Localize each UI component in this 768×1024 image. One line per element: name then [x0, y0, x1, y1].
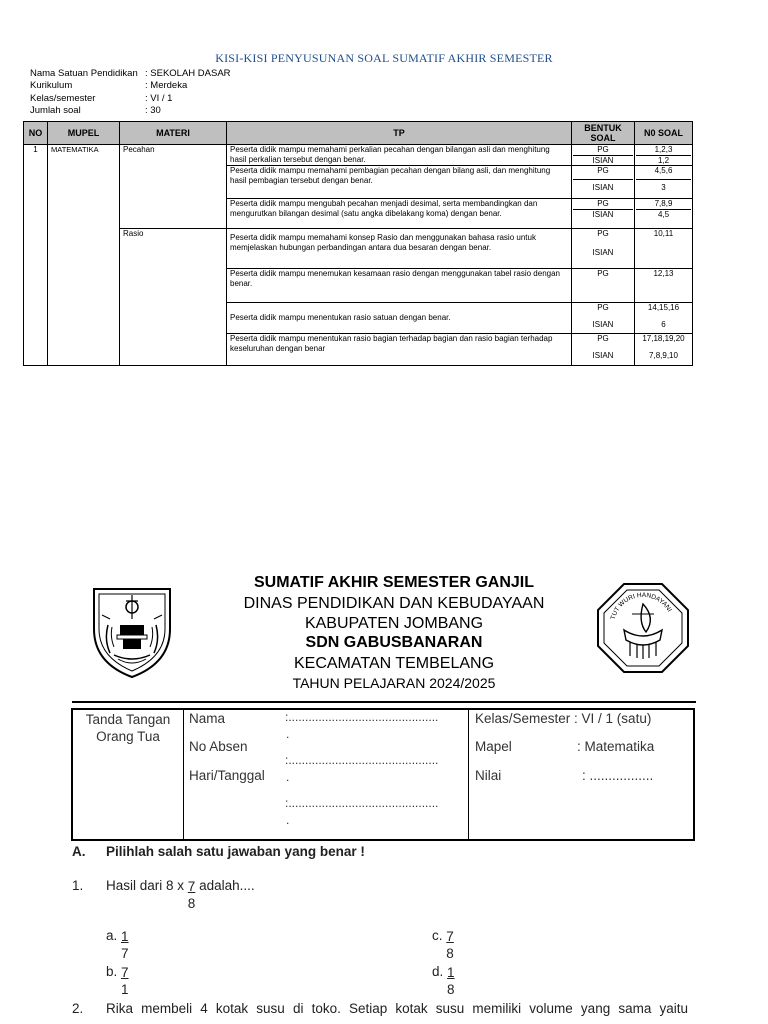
meta-row — [30, 105, 231, 117]
hari-tanggal-label: Hari/Tanggal — [189, 768, 265, 783]
cell-nosoal — [635, 334, 693, 366]
cell-tp: Peserta didik mampu menentukan rasio satuan dengan benar. — [227, 303, 572, 334]
question-text: Hasil dari 8 x — [106, 878, 185, 893]
section-a-instruction: Pilihlah salah satu jawaban yang benar ! — [106, 844, 365, 859]
bentuk-pg: PG — [597, 229, 609, 239]
exam-kabupaten: KABUPATEN JOMBANG — [304, 615, 484, 632]
col-header-nosoal: N0 SOAL — [635, 122, 693, 145]
fraction — [121, 928, 129, 962]
fraction-denominator: 8 — [446, 946, 454, 961]
meta-value: : 30 — [145, 104, 161, 116]
table-header-row — [24, 122, 693, 145]
fraction-denominator: 1 — [121, 982, 129, 997]
col-header-tp: TP — [227, 122, 572, 145]
box-divider — [183, 710, 184, 839]
kisi-table — [23, 121, 693, 366]
cell-tp: Peserta didik mampu memahami perkalian pecahan dengan bilangan asli dan menghitung hasil perkalian tersebut dengan benar. — [227, 145, 572, 166]
bentuk-pg: PG — [597, 269, 609, 279]
col-header-no: NO — [24, 122, 48, 145]
cell-materi: Pecahan — [120, 145, 227, 229]
option-b[interactable] — [106, 964, 129, 998]
question-number: 1. — [72, 878, 84, 893]
bentuk-isian: ISIAN — [592, 350, 614, 360]
fraction-numerator: 7 — [121, 965, 129, 980]
cell-tp: Peserta didik mampu memahami konsep Rasio dan menggunakan bahasa rasio untuk memjelaskan hubungan perbandingan antara dua besaran dengan benar. — [227, 229, 572, 269]
meta-label: Jumlah soal — [30, 104, 81, 116]
option-label: d. — [432, 964, 444, 979]
dot: . — [286, 813, 290, 827]
cell-bentuk — [572, 334, 635, 366]
box-divider — [468, 710, 469, 839]
nosoal-pg: 14,15,16 — [647, 303, 680, 313]
bentuk-pg: PG — [573, 199, 633, 210]
meta-label: Nama Satuan Pendidikan — [30, 68, 138, 79]
no-absen-label: No Absen — [189, 739, 248, 754]
kisi-meta — [30, 68, 231, 117]
table-row — [24, 229, 693, 269]
mapel-value: : Matematika — [577, 739, 655, 754]
nama-field[interactable]: :............................................. — [285, 710, 439, 724]
bentuk-isian: ISIAN — [592, 155, 614, 165]
meta-row — [30, 80, 231, 92]
fraction-denominator: 7 — [121, 946, 129, 961]
kisi-title: KISI-KISI PENYUSUNAN SOAL SUMATIF AKHIR SEMESTER — [215, 51, 553, 65]
cell-bentuk — [572, 199, 635, 229]
dot: . — [286, 727, 290, 741]
cell-bentuk — [572, 166, 635, 199]
fraction — [446, 928, 454, 962]
hari-tanggal-field[interactable]: :............................................. — [285, 796, 439, 810]
bentuk-isian: ISIAN — [592, 247, 614, 257]
col-header-bentuk: BENTUK SOAL — [572, 122, 635, 145]
exam-year: TAHUN PELAJARAN 2024/2025 — [292, 675, 496, 691]
signature-line: Tanda Tangan — [85, 712, 171, 727]
cell-tp: Peserta didik mampu memahami pembagian pecahan dengan bilang asli, dan menghitung hasil pembagian tersebut dengan benar. — [227, 166, 572, 199]
nama-label: Nama — [189, 711, 226, 726]
meta-label: Kurikulum — [30, 80, 73, 92]
bentuk-pg: PG — [573, 166, 633, 180]
nosoal-pg: 1,2,3 — [636, 145, 691, 156]
fraction-numerator: 1 — [447, 965, 455, 980]
question-number: 2. — [72, 1001, 84, 1016]
col-header-materi: MATERI — [120, 122, 227, 145]
nosoal-isian: 1,2 — [657, 155, 670, 165]
option-a[interactable] — [106, 928, 129, 962]
mapel-label: Mapel — [475, 739, 512, 754]
bentuk-pg: PG — [597, 334, 609, 344]
section-a-letter: A. — [72, 844, 86, 859]
student-info-box — [71, 708, 695, 841]
no-absen-field[interactable]: :............................................. — [285, 753, 439, 767]
cell-bentuk — [572, 229, 635, 269]
fraction — [447, 964, 455, 998]
cell-bentuk — [572, 303, 635, 334]
logo-motto-text: TUT WURI HANDAYANI — [609, 591, 673, 621]
cell-bentuk — [572, 145, 635, 166]
bentuk-pg: PG — [597, 303, 609, 313]
question-1 — [106, 878, 255, 912]
cell-nosoal — [635, 199, 693, 229]
cell-nosoal — [635, 269, 693, 303]
nosoal-isian: 3 — [661, 183, 666, 193]
nilai-label: Nilai — [475, 768, 502, 783]
meta-value: : SEKOLAH DASAR — [145, 68, 231, 79]
nosoal-pg: 17,18,19,20 — [642, 334, 685, 344]
table-row — [24, 145, 693, 166]
meta-label: Kelas/semester — [30, 92, 96, 104]
nosoal-isian: 4,5 — [657, 209, 670, 219]
cell-no: 1 — [24, 145, 48, 366]
meta-row — [30, 68, 231, 80]
option-label: b. — [106, 964, 118, 979]
nosoal-pg: 4,5,6 — [636, 166, 691, 180]
cell-nosoal — [635, 145, 693, 166]
fraction-numerator: 7 — [187, 879, 196, 894]
nosoal-isian: 7,8,9,10 — [649, 350, 678, 360]
cell-tp: Peserta didik mampu mengubah pecahan menjadi desimal, serta membandingkan dan mengurutkan bilangan desimal (satu angka dibelakang koma) dengan benar. — [227, 199, 572, 229]
exam-dinas: DINAS PENDIDIKAN DAN KEBUDAYAAN — [243, 595, 545, 612]
exam-kecamatan: KECAMATAN TEMBELANG — [293, 655, 495, 672]
header-divider — [72, 701, 696, 703]
cell-nosoal — [635, 229, 693, 269]
bentuk-pg: PG — [573, 145, 633, 156]
exam-title: SUMATIF AKHIR SEMESTER GANJIL — [253, 574, 534, 591]
cell-nosoal — [635, 166, 693, 199]
cell-tp: Peserta didik mampu menentukan rasio bagian terhadap bagian dan rasio bagian terhadap keseluruhan dengan benar — [227, 334, 572, 366]
option-label: a. — [106, 928, 118, 943]
question-2-text: Rika membeli 4 kotak susu di toko. Setiap kotak susu memiliki volume yang sama yaitu — [106, 1001, 688, 1016]
option-d[interactable] — [432, 964, 455, 998]
fraction-numerator: 7 — [446, 929, 454, 944]
option-label: c. — [432, 928, 443, 943]
nilai-field[interactable]: : ................. — [582, 768, 654, 783]
nosoal-pg: 12,13 — [653, 269, 674, 279]
meta-value: : Merdeka — [145, 80, 188, 92]
nosoal-pg: 10,11 — [653, 229, 674, 239]
meta-value: : VI / 1 — [145, 92, 173, 104]
parent-signature-label — [73, 711, 183, 745]
cell-mupel: MATEMATIKA — [48, 145, 120, 366]
nosoal-pg: 7,8,9 — [636, 199, 691, 210]
col-header-mupel: MUPEL — [48, 122, 120, 145]
cell-bentuk — [572, 269, 635, 303]
meta-row — [30, 93, 231, 105]
option-c[interactable] — [432, 928, 454, 962]
question-text: adalah.... — [199, 878, 255, 893]
bentuk-isian: ISIAN — [592, 183, 614, 193]
dot: . — [286, 770, 290, 784]
cell-materi: Rasio — [120, 229, 227, 366]
fraction — [188, 878, 196, 912]
cell-tp: Peserta didik mampu menemukan kesamaan rasio dengan menggunakan tabel rasio dengan benar. — [227, 269, 572, 303]
kelas-semester-label: Kelas/Semester : VI / 1 (satu) — [475, 711, 652, 726]
fraction — [121, 964, 129, 998]
fraction-denominator: 8 — [187, 896, 196, 911]
signature-line: Orang Tua — [96, 729, 160, 744]
bentuk-isian: ISIAN — [592, 319, 614, 329]
fraction-numerator: 1 — [121, 929, 129, 944]
exam-school: SDN GABUSBANARAN — [305, 634, 483, 651]
bentuk-isian: ISIAN — [592, 209, 614, 219]
nosoal-isian: 6 — [661, 319, 666, 329]
cell-nosoal — [635, 303, 693, 334]
fraction-denominator: 8 — [447, 982, 455, 997]
